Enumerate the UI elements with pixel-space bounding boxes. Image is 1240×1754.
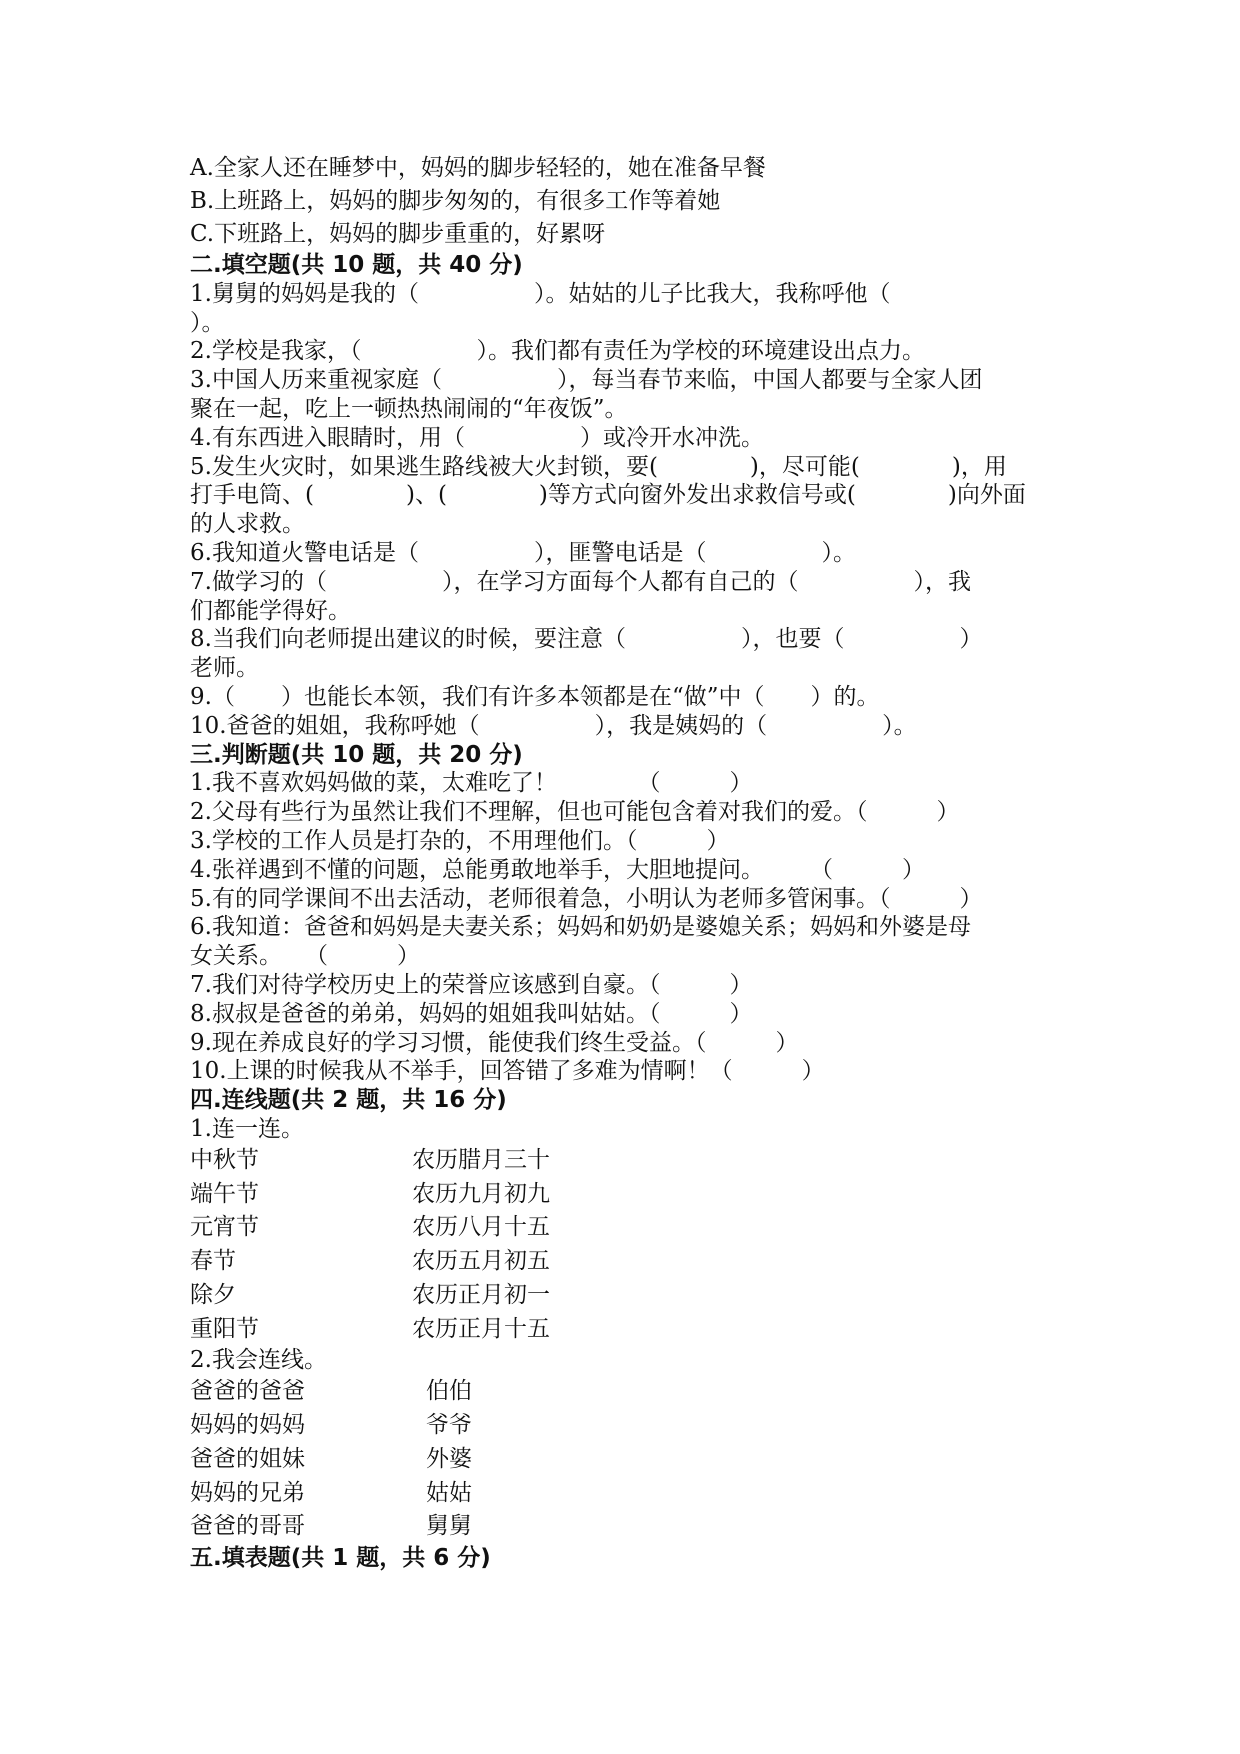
section-matching xyxy=(190,1115,1070,1544)
match-right: 姑姑 xyxy=(426,1479,472,1506)
section-fill-blank-title: 二.填空题(共 10 题，共 40 分) xyxy=(190,252,523,278)
fill-line: 2.学校是我家，（ ）。我们都有责任为学校的环境建设出点力。 xyxy=(190,338,925,365)
match-row xyxy=(190,1144,1070,1178)
judge-line: 10.上课的时候我从不举手，回答错了多难为情啊！（ ） xyxy=(190,1058,825,1085)
match-row xyxy=(190,1409,1070,1443)
section-true-false-title: 三.判断题(共 10 题，共 20 分) xyxy=(190,741,523,768)
match-left: 重阳节 xyxy=(190,1315,259,1342)
match-right: 伯伯 xyxy=(426,1378,472,1405)
match-left: 春节 xyxy=(190,1248,236,1275)
match-row xyxy=(190,1245,1070,1279)
option-c: C.下班路上，妈妈的脚步重重的，好累呀 xyxy=(190,221,606,247)
fill-line: 4.有东西进入眼睛时，用（ ）或冷开水冲洗。 xyxy=(190,424,764,451)
match-left: 中秋节 xyxy=(190,1146,259,1173)
section-fill-blank xyxy=(190,280,1070,741)
match-left: 爸爸的哥哥 xyxy=(190,1513,305,1540)
section-matching-title: 四.连线题(共 2 题，共 16 分) xyxy=(190,1087,507,1114)
judge-line: 8.叔叔是爸爸的弟弟，妈妈的姐姐我叫姑姑。（ ） xyxy=(190,1000,753,1027)
judge-line: 6.我知道：爸爸和妈妈是夫妻关系；妈妈和奶奶是婆媳关系；妈妈和外婆是母 xyxy=(190,914,971,941)
match-right: 爷爷 xyxy=(426,1412,472,1439)
match-row xyxy=(190,1477,1070,1511)
fill-line: 10.爸爸的姐姐，我称呼她（ ），我是姨妈的（ ）。 xyxy=(190,712,917,739)
fill-line: 们都能学得好。 xyxy=(190,597,351,624)
match-left: 除夕 xyxy=(190,1281,236,1308)
section-true-false xyxy=(190,769,1070,1086)
match-row xyxy=(190,1211,1070,1245)
fill-line: 8.当我们向老师提出建议的时候，要注意（ ），也要（ ） xyxy=(190,626,983,653)
question-options xyxy=(190,152,1070,251)
match-row xyxy=(190,1313,1070,1347)
match-row xyxy=(190,1375,1070,1409)
match-left: 端午节 xyxy=(190,1180,259,1207)
match-left: 爸爸的姐妹 xyxy=(190,1445,305,1472)
match-right: 舅舅 xyxy=(426,1513,472,1540)
matching-q2-prompt: 2.我会连线。 xyxy=(190,1347,327,1374)
judge-line: 1.我不喜欢妈妈做的菜，太难吃了！ （ ） xyxy=(190,770,753,797)
option-b: B.上班路上，妈妈的脚步匆匆的，有很多工作等着她 xyxy=(190,188,721,214)
fill-line: 6.我知道火警电话是（ ），匪警电话是（ ）。 xyxy=(190,539,856,566)
fill-line: 1.舅舅的妈妈是我的（ ）。姑姑的儿子比我大，我称呼他（ xyxy=(190,280,891,307)
option-a: A.全家人还在睡梦中，妈妈的脚步轻轻的，她在准备早餐 xyxy=(190,155,766,181)
section-table-title: 五.填表题(共 1 题，共 6 分) xyxy=(190,1545,491,1572)
judge-line: 3.学校的工作人员是打杂的，不用理他们。（ ） xyxy=(190,827,730,854)
match-left: 爸爸的爸爸 xyxy=(190,1378,305,1405)
match-left: 元宵节 xyxy=(190,1214,259,1241)
worksheet-page xyxy=(190,152,1070,1573)
fill-line: 打手电筒、( )、( )等方式向窗外发出求救信号或( )向外面 xyxy=(190,482,1026,509)
match-row xyxy=(190,1510,1070,1544)
match-row xyxy=(190,1443,1070,1477)
judge-line: 4.张祥遇到不懂的问题，总能勇敢地举手，大胆地提问。 （ ） xyxy=(190,856,925,883)
match-right: 农历五月初五 xyxy=(412,1248,550,1275)
matching-q2 xyxy=(190,1375,1070,1544)
judge-line: 女关系。 （ ） xyxy=(190,943,420,970)
fill-line: 3.中国人历来重视家庭（ ），每当春节来临，中国人都要与全家人团 xyxy=(190,367,983,394)
match-right: 农历九月初九 xyxy=(412,1180,550,1207)
matching-q1 xyxy=(190,1144,1070,1347)
judge-line: 9.现在养成良好的学习习惯，能使我们终生受益。（ ） xyxy=(190,1029,799,1056)
fill-line: ）。 xyxy=(190,309,225,336)
judge-line: 2.父母有些行为虽然让我们不理解，但也可能包含着对我们的爱。（ ） xyxy=(190,799,960,826)
judge-line: 7.我们对待学校历史上的荣誉应该感到自豪。（ ） xyxy=(190,971,753,998)
match-right: 外婆 xyxy=(426,1445,472,1472)
match-right: 农历正月初一 xyxy=(412,1281,550,1308)
match-row xyxy=(190,1178,1070,1212)
fill-line: 7.做学习的（ ），在学习方面每个人都有自己的（ ），我 xyxy=(190,568,971,595)
fill-line: 的人求救。 xyxy=(190,511,305,538)
judge-line: 5.有的同学课间不出去活动，老师很着急，小明认为老师多管闲事。（ ） xyxy=(190,885,983,912)
fill-line: 聚在一起，吃上一顿热热闹闹的“年夜饭”。 xyxy=(190,395,628,422)
match-row xyxy=(190,1279,1070,1313)
match-right: 农历腊月三十 xyxy=(412,1146,550,1173)
match-right: 农历八月十五 xyxy=(412,1214,550,1241)
matching-q1-prompt: 1.连一连。 xyxy=(190,1115,304,1142)
match-left: 妈妈的兄弟 xyxy=(190,1479,305,1506)
fill-line: 老师。 xyxy=(190,655,259,682)
fill-line: 9.（ ）也能长本领，我们有许多本领都是在“做”中（ ）的。 xyxy=(190,683,880,710)
match-right: 农历正月十五 xyxy=(412,1315,550,1342)
fill-line: 5.发生火灾时，如果逃生路线被大火封锁，要( )，尽可能( )，用 xyxy=(190,453,1007,480)
match-left: 妈妈的妈妈 xyxy=(190,1412,305,1439)
